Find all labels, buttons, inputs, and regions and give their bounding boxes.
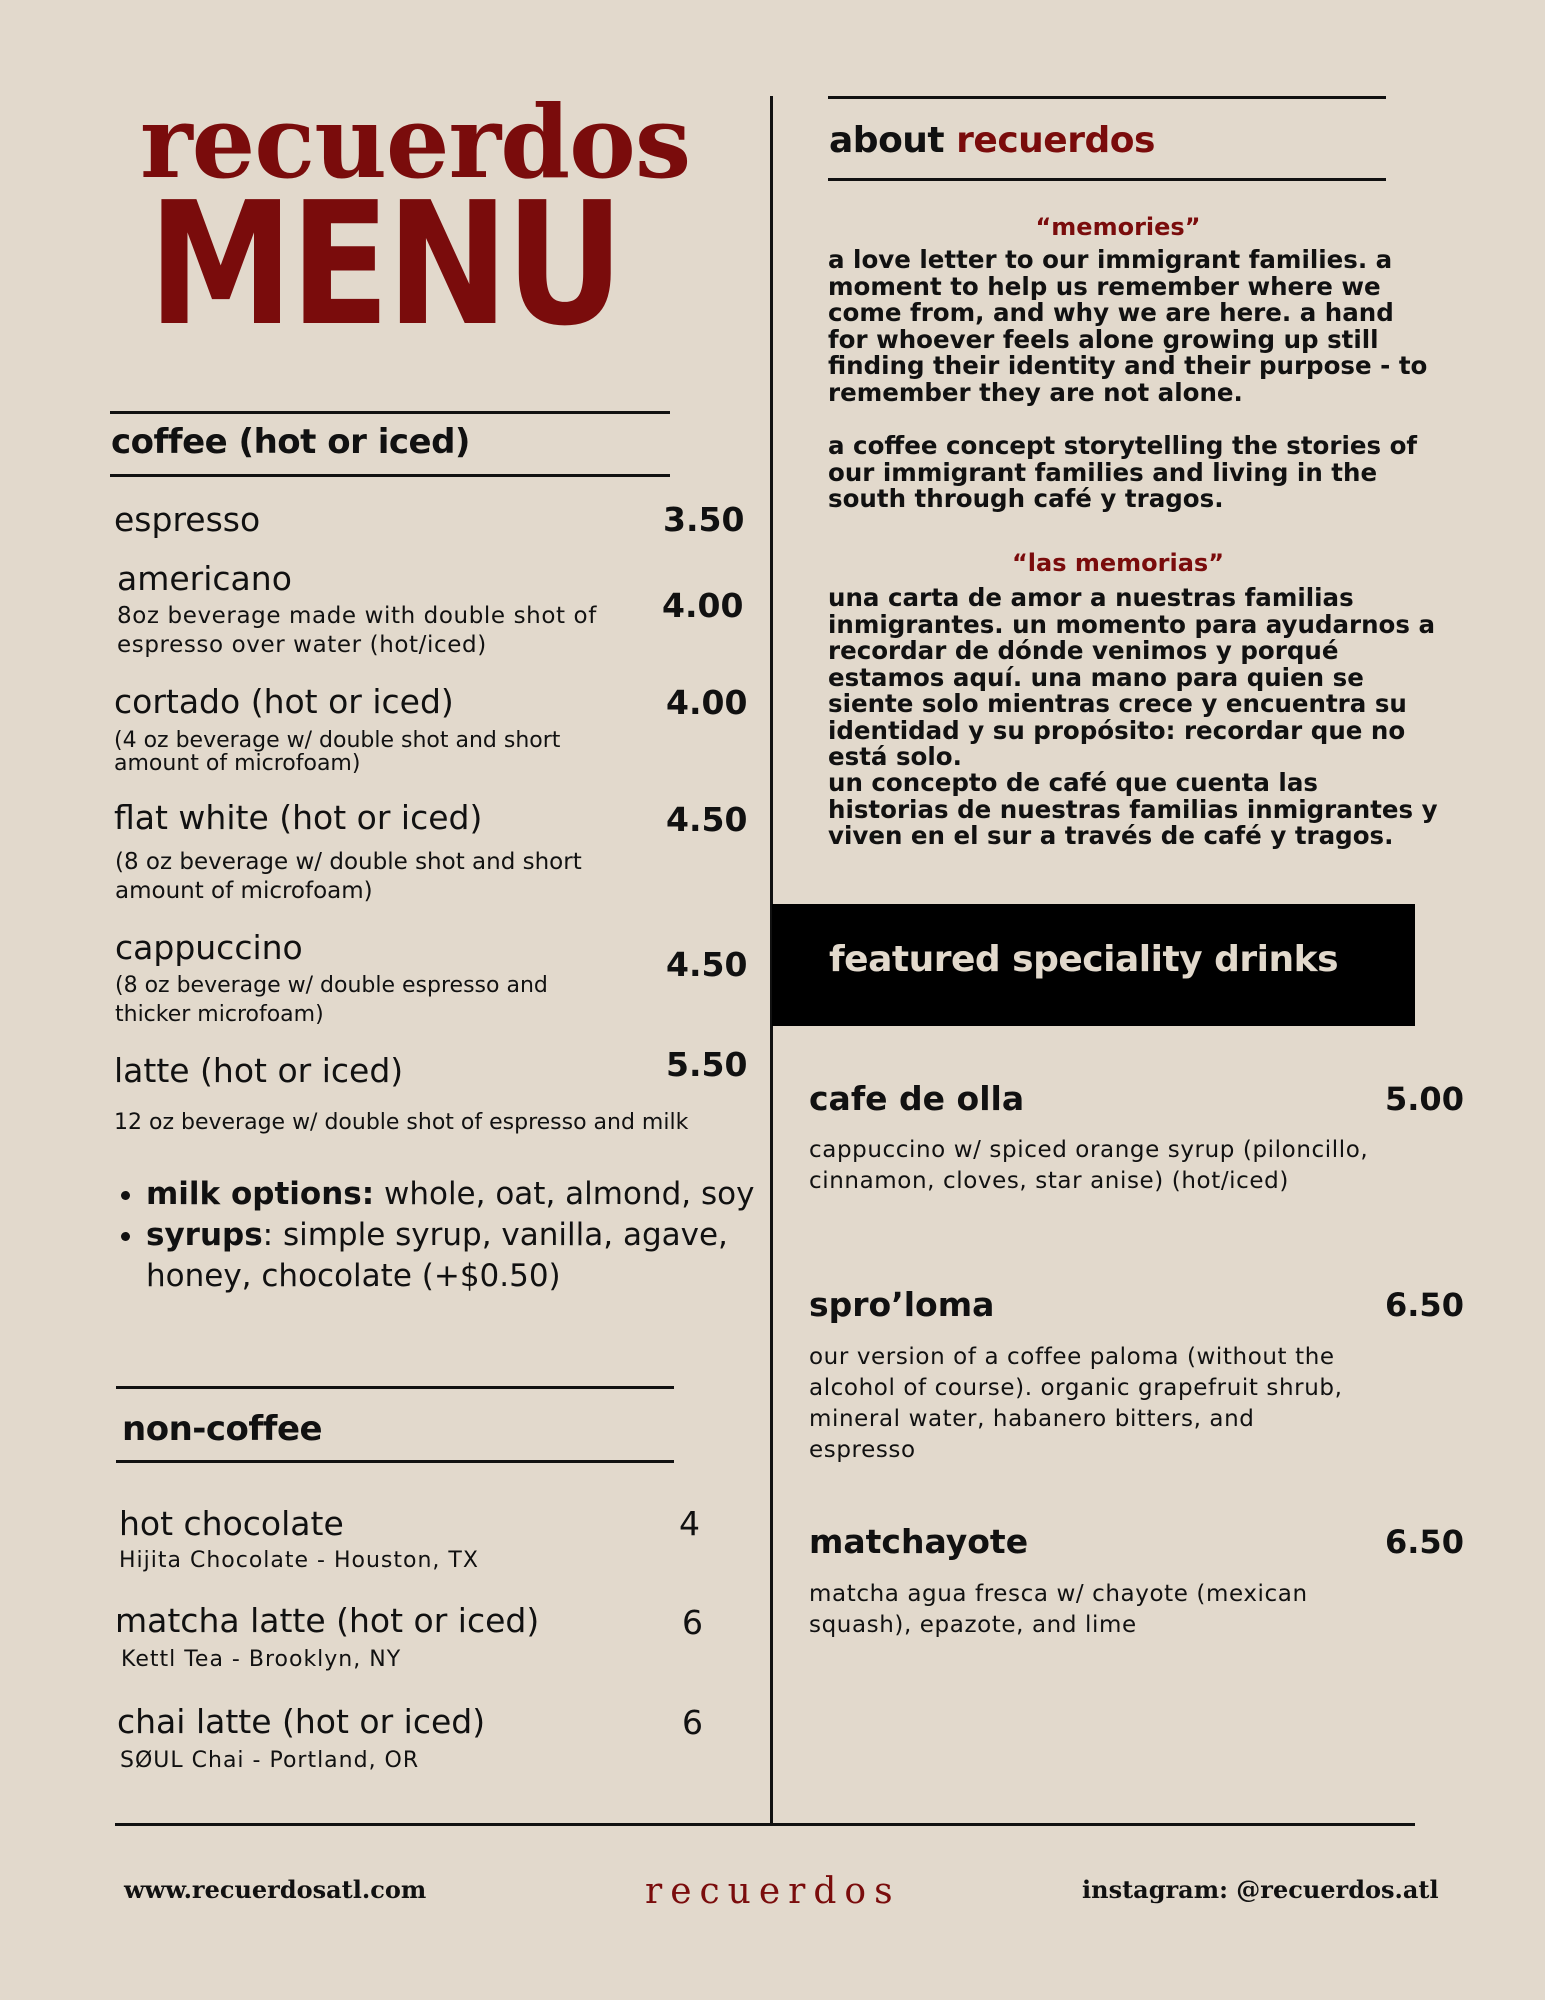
noncoffee-item-name: chai latte (hot or iced): [117, 1702, 486, 1741]
featured-item-desc: matcha agua fresca w/ chayote (mexican squash), epazote, and lime: [809, 1581, 1308, 1638]
coffee-item-name: cappuccino: [115, 928, 303, 967]
featured-heading: featured speciality drinks: [829, 939, 1339, 980]
about-es-paragraph-1: una carta de amor a nuestras familias inmigrantes. un momento para ayudarnos a recordar de dónde venimos y porqué estamos aquí. una mano para quien se siente solo mientras crece y encuentra su identidad y su propósito: recordar que no está solo.: [828, 583, 1436, 771]
about-heading-brand: recuerdos: [956, 120, 1155, 161]
footer-website: www.recuerdosatl.com: [124, 1875, 427, 1904]
featured-item-price: 5.00: [1385, 1080, 1464, 1118]
coffee-item-name: cortado (hot or iced): [114, 682, 454, 721]
featured-item-price: 6.50: [1385, 1523, 1464, 1561]
footer-rule: [115, 1823, 1415, 1826]
about-en-quote: “memories”: [1035, 213, 1201, 241]
coffee-heading-rule-top: [110, 411, 670, 414]
noncoffee-heading-rule-bottom: [116, 1460, 674, 1463]
coffee-item-name: espresso: [114, 500, 261, 539]
milk-options-text: whole, oat, almond, soy: [374, 1176, 755, 1212]
noncoffee-item-price: 6: [682, 1703, 703, 1742]
footer-instagram: instagram: @recuerdos.atl: [1082, 1875, 1439, 1904]
about-heading-prefix: about: [829, 120, 957, 161]
coffee-item-desc: (4 oz beverage w/ double shot and short amount of microfoam): [114, 728, 561, 776]
noncoffee-item-origin: Kettl Tea - Brooklyn, NY: [121, 1647, 402, 1672]
featured-item-price: 6.50: [1385, 1286, 1464, 1324]
featured-item-name: spro’loma: [809, 1285, 995, 1324]
coffee-item-desc: 12 oz beverage w/ double shot of espresso and milk: [114, 1110, 689, 1135]
featured-item-desc: cappuccino w/ spiced orange syrup (piloncillo, cinnamon, cloves, star anise) (hot/iced): [809, 1137, 1369, 1194]
syrup-options-label: syrups: [146, 1217, 263, 1253]
about-en-paragraph-2: a coffee concept storytelling the stories of our immigrant families and living in the south through café y tragos.: [828, 431, 1418, 513]
menu-title: MENU: [148, 166, 621, 364]
coffee-heading: coffee (hot or iced): [111, 422, 470, 462]
coffee-item-price: 4.50: [666, 945, 748, 984]
coffee-options-list: [112, 1174, 766, 1297]
milk-options: [146, 1174, 766, 1215]
about-en-paragraph-1: a love letter to our immigrant families. a moment to help us remember where we come from, and why we are here. a hand for whoever feels alone growing up still finding their identity and their purpose - to remember they are not alone.: [828, 245, 1428, 407]
coffee-item-desc: (8 oz beverage w/ double espresso and thicker microfoam): [115, 973, 548, 1027]
coffee-heading-rule-bottom: [110, 474, 670, 477]
footer-brand: recuerdos: [645, 1871, 901, 1912]
syrup-options-text: : simple syrup, vanilla, agave, honey, chocolate (+$0.50): [146, 1217, 728, 1294]
noncoffee-item-origin: SØUL Chai - Portland, OR: [120, 1748, 420, 1773]
featured-item-desc: our version of a coffee paloma (without the alcohol of course). organic grapefruit shrub, mineral water, habanero bitters, and espresso: [809, 1344, 1343, 1463]
about-es-quote: “las memorias”: [1012, 549, 1224, 577]
noncoffee-item-price: 6: [682, 1603, 703, 1642]
noncoffee-heading: non-coffee: [122, 1409, 323, 1449]
noncoffee-item-name: hot chocolate: [119, 1504, 344, 1543]
coffee-item-price: 4.50: [666, 800, 748, 839]
about-heading-rule-top: [828, 96, 1386, 99]
coffee-item-price: 4.00: [662, 586, 744, 625]
coffee-item-price: 5.50: [666, 1045, 748, 1084]
brand-title: recuerdos: [140, 83, 691, 201]
coffee-item-price: 4.00: [666, 683, 748, 722]
coffee-item-name: flat white (hot or iced): [114, 798, 483, 837]
featured-item-name: cafe de olla: [809, 1079, 1025, 1118]
noncoffee-item-name: matcha latte (hot or iced): [115, 1601, 540, 1640]
coffee-item-desc: (8 oz beverage w/ double shot and short amount of microfoam): [115, 849, 582, 904]
about-es-paragraph-2: un concepto de café que cuenta las historias de nuestras familias inmigrantes y viven en el sur a través de café y tragos.: [828, 768, 1438, 850]
coffee-item-name: latte (hot or iced): [114, 1051, 404, 1090]
coffee-item-desc: 8oz beverage made with double shot of espresso over water (hot/iced): [117, 603, 597, 658]
about-heading-rule-bottom: [828, 178, 1386, 181]
syrup-options: [146, 1215, 766, 1297]
coffee-item-price: 3.50: [663, 500, 745, 539]
noncoffee-item-origin: Hijita Chocolate - Houston, TX: [119, 1548, 479, 1573]
noncoffee-heading-rule-top: [116, 1386, 674, 1389]
coffee-item-name: americano: [117, 559, 292, 598]
featured-item-name: matchayote: [809, 1522, 1029, 1561]
about-heading: [829, 120, 1155, 161]
noncoffee-item-price: 4: [679, 1504, 700, 1543]
milk-options-label: milk options:: [146, 1176, 375, 1212]
